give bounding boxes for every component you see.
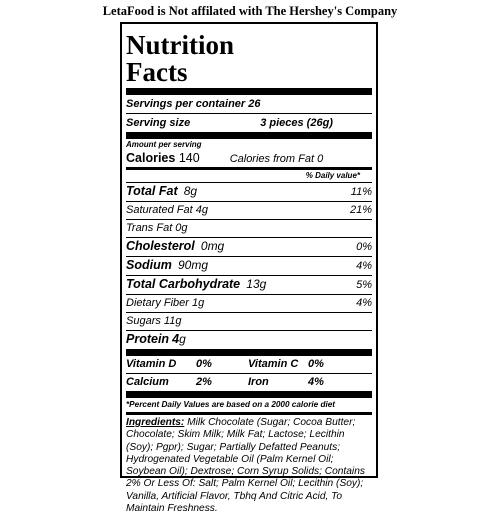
serving-size-row [126, 114, 372, 132]
vitamin-row-2 [126, 374, 372, 391]
serving-size-value: 3 pieces (26g) [260, 117, 333, 129]
nutrient-dv: 4% [356, 297, 372, 309]
vitamin-name: Vitamin D [126, 358, 177, 370]
nutrient-row-sodium [126, 257, 372, 275]
calories-value: 140 [178, 151, 200, 165]
title-line-1: Nutrition [126, 30, 234, 60]
daily-value-header: % Daily value* [305, 171, 360, 180]
nutrient-dv: 21% [349, 204, 372, 216]
nutrient-row-saturated-fat [126, 202, 372, 219]
nutrient-amount: 4 [172, 332, 180, 346]
calories-row [126, 150, 372, 167]
nutrient-row-total-carbohydrate [126, 276, 372, 294]
nutrient-dv: 5% [356, 279, 372, 291]
nutrient-amount: 13g [246, 277, 267, 291]
nutrient-name: Sugars 11g [126, 315, 182, 327]
nutrition-label [120, 22, 378, 515]
nutrient-dv: 11% [350, 186, 372, 198]
nutrient-dv: 4% [356, 260, 372, 272]
nutrient-row-cholesterol [126, 238, 372, 256]
divider-thick [126, 349, 372, 356]
divider-thick [126, 391, 372, 398]
nutrient-row-total-fat [126, 183, 372, 201]
nutrient-name: Total Fat [126, 184, 178, 198]
ingredients-text: Milk Chocolate (Sugar; Cocoa Butter; Chocolate; Skim Milk; Milk Fat; Lactose; Lecithin (Soy); Pgpr); Sugar; Partially Defatted Peanuts; Hydrogenated Vegetable Oil (Palm Kernel Oil; Soybean Oil); Dextrose; Corn Syrup Solids; Contains 2% Or Less Of: Salt; Palm Kernel Oil; Lecithin (Soy); Vanilla, Artificial Flavor, Tbhq And Citric Acid, To Maintain Freshness. [126, 417, 365, 515]
calories-from-fat: Calories from Fat 0 [229, 153, 324, 165]
divider-thick [126, 88, 372, 95]
vitamin-name: Vitamin C [248, 358, 299, 370]
nutrient-name: Protein [126, 332, 170, 346]
vitamin-value: 2% [196, 376, 212, 388]
nutrient-dv: 0% [356, 241, 372, 253]
vitamin-row-1 [126, 356, 372, 373]
nutrient-name: Saturated Fat 4g [126, 204, 208, 216]
vitamin-value: 0% [308, 358, 324, 370]
servings-per-container [126, 95, 372, 113]
vitamin-name: Iron [248, 376, 269, 388]
nutrient-row-dietary-fiber [126, 295, 372, 312]
footnote: *Percent Daily Values are based on a 2000 calorie diet [126, 400, 336, 409]
disclaimer-text: LetaFood is Not affilated with The Hershey's Company [102, 4, 398, 18]
nutrient-amount: 90mg [177, 258, 208, 272]
title-line-2: Facts [126, 57, 188, 87]
serving-size-label: Serving size [126, 117, 191, 129]
nutrient-row-trans-fat [126, 220, 372, 237]
nutrient-name: Total Carbohydrate [126, 277, 241, 291]
vitamin-name: Calcium [126, 376, 169, 388]
calories-label: Calories [126, 151, 176, 165]
vitamin-value: 4% [308, 376, 324, 388]
servings-per-container-text: Servings per container 26 [126, 98, 261, 110]
divider-thick [126, 132, 372, 139]
ingredients-label: Ingredients: [126, 417, 185, 428]
nutrient-name: Dietary Fiber 1g [126, 297, 205, 309]
nutrient-row-sugars [126, 313, 372, 330]
nutrient-name: Cholesterol [126, 239, 195, 253]
nutrient-unit: g [179, 332, 186, 346]
vitamin-value: 0% [196, 358, 212, 370]
label-title [126, 24, 372, 88]
nutrient-name: Trans Fat 0g [126, 222, 188, 234]
nutrient-row-protein [126, 331, 372, 349]
nutrient-amount: 8g [183, 184, 198, 198]
ingredients [126, 415, 372, 515]
nutrient-amount: 0mg [200, 239, 225, 253]
nutrient-name: Sodium [126, 258, 172, 272]
amount-per-serving: Amount per serving [126, 140, 202, 149]
